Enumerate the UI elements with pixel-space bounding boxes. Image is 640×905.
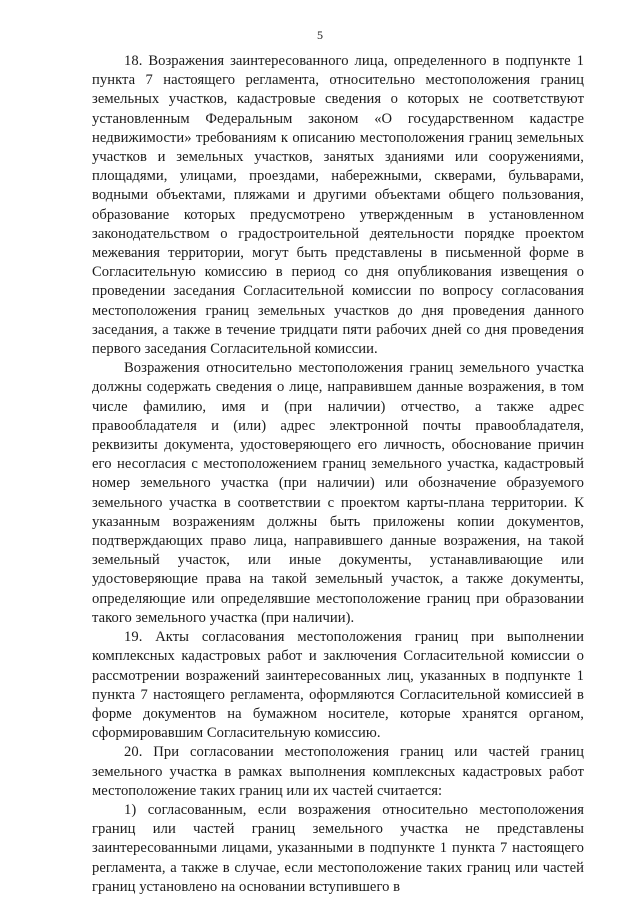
paragraph-20-boundary-agreement: 20. При согласовании местоположения границ или частей границ земельного участка в рамках выполнения комплексных кадастровых работ местоположение таких границ или их частей считается:: [92, 744, 584, 799]
paragraph-19-approval-acts: 19. Акты согласования местоположения границ при выполнении комплексных кадастровых работ и заключения Согласительной комиссии о рассмотрении возражений заинтересованных лиц, указанных в подпункте 1 пункта 7 настоящего регламента, оформляются Согласительной комиссией в форме документов на бумажном носителе, которые хранятся органом, сформировавшим Согласительную комиссию.: [92, 629, 584, 742]
document-body: [92, 52, 584, 897]
paragraph-objections-content: Возражения относительно местоположения границ земельного участка должны содержать сведения о лице, направившем данные возражения, в том числе фамилию, имя и (при наличии) отчество, а также адрес правообладателя и (или) адрес электронной почты правообладателя, реквизиты документа, удостоверяющего его личность, обоснование причин его несогласия с местоположением границ земельного участка, кадастровый номер земельного участка (при наличии) или обозначение образуемого земельного участка в соответствии с проектом карты-плана территории. К указанным возражениям должны быть приложены копии документов, подтверждающих право лица, направившего данные возражения, на такой земельный участок, или иные документы, устанавливающие или удостоверяющие права на такой земельный участок, а также документы, определяющие или определявшие местоположение границ при образовании такого земельного участка (при наличии).: [92, 360, 584, 626]
paragraph-20-item-1: 1) согласованным, если возражения относительно местоположения границ или частей границ земельного участка не представлены заинтересованными лицами, указанными в подпункте 1 пункта 7 настоящего регламента, а также в случае, если местоположение таких границ или частей границ установлено на основании вступившего в: [92, 801, 584, 895]
paragraph-18-objections: 18. Возражения заинтересованного лица, определенного в подпункте 1 пункта 7 настоящего регламента, относительно местоположения границ земельных участков, кадастровые сведения о которых не соответствуют установленным Федеральным законом «О государственном кадастре недвижимости» требованиям к описанию местоположения границ земельных участков и земельных участков, занятых зданиями или сооружениями, площадями, улицами, проездами, набережными, скверами, бульварами, водными объектами, пляжами и другими объектами общего пользования, образование которых предусмотрено утвержденным в установленном законодательством о градостроительной деятельности порядке проектом межевания территории, могут быть представлены в письменной форме в Согласительную комиссию в период со дня опубликования извещения о проведении заседания Согласительной комиссии по вопросу согласования местоположения границ земельных участков до дня проведения данного заседания, а также в течение тридцати пяти рабочих дней со дня проведения первого заседания Согласительной комиссии.: [92, 53, 584, 358]
page-number: 5: [317, 28, 323, 42]
